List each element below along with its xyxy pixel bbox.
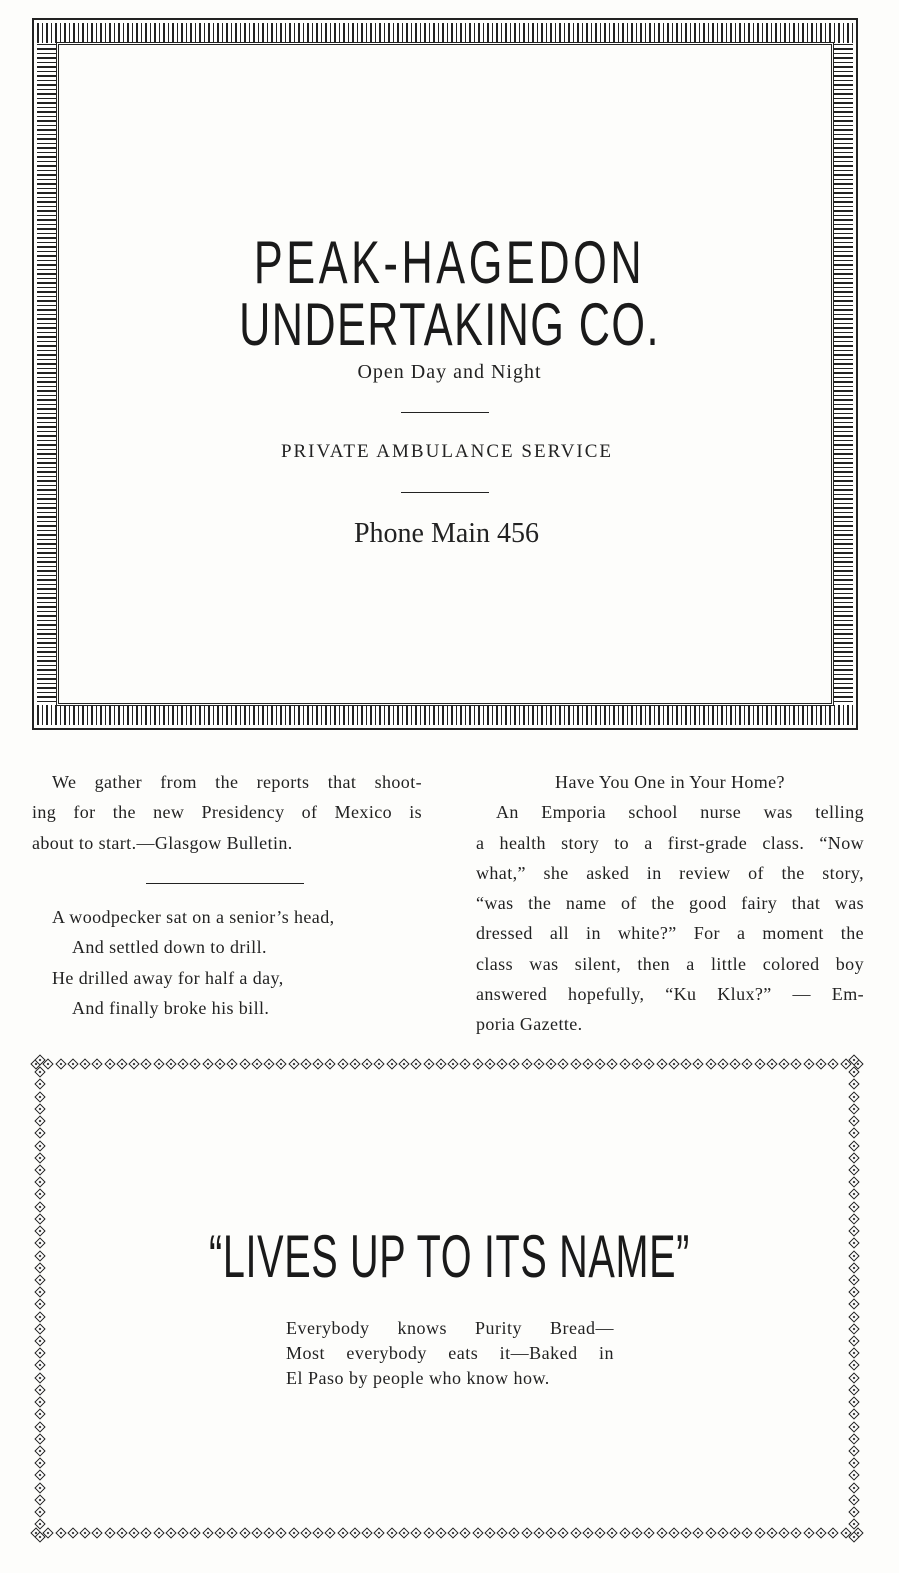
diamond-ornament (779, 1527, 790, 1538)
diamond-ornament (496, 1527, 507, 1538)
diamond-ornament (545, 1527, 556, 1538)
paragraph-line: about to start.—Glasgow Bulletin. (32, 832, 293, 853)
diamond-ornament (79, 1527, 90, 1538)
diamond-ornament (848, 1482, 859, 1493)
diamond-ornament (227, 1058, 238, 1069)
diamond-ornament (214, 1058, 225, 1069)
diamond-ornament (34, 1286, 45, 1297)
diamond-ornament (848, 1067, 859, 1078)
diamond-ornament (848, 1103, 859, 1114)
diamond-border-bottom (32, 1525, 862, 1541)
diamond-ornament (153, 1527, 164, 1538)
diamond-ornament (386, 1058, 397, 1069)
story-line: poria Gazette. (476, 1014, 583, 1035)
poem-line: He drilled away for half a day, (52, 967, 284, 988)
diamond-ornament (190, 1058, 201, 1069)
diamond-ornament (472, 1527, 483, 1538)
diamond-ornament (558, 1058, 569, 1069)
diamond-ornament (165, 1527, 176, 1538)
diamond-ornament (362, 1058, 373, 1069)
diamond-ornament (116, 1527, 127, 1538)
diamond-ornament (848, 1091, 859, 1102)
diamond-ornament (34, 1067, 45, 1078)
diamond-ornament (34, 1213, 45, 1224)
diamond-ornament (141, 1527, 152, 1538)
diamond-ornament (386, 1527, 397, 1538)
bread-line: Everybody knows Purity Bread— (286, 1318, 614, 1338)
diamond-ornament (349, 1058, 360, 1069)
diamond-ornament (128, 1058, 139, 1069)
diamond-ornament (607, 1527, 618, 1538)
diamond-ornament (558, 1527, 569, 1538)
diamond-ornament (411, 1058, 422, 1069)
diamond-ornament (742, 1527, 753, 1538)
diamond-ornament (411, 1527, 422, 1538)
diamond-ornament (848, 1238, 859, 1249)
diamond-ornament (595, 1058, 606, 1069)
diamond-ornament (34, 1506, 45, 1517)
diamond-ornament (34, 1458, 45, 1469)
diamond-ornament (729, 1058, 740, 1069)
diamond-ornament (656, 1527, 667, 1538)
diamond-ornament (34, 1445, 45, 1456)
diamond-ornament (349, 1527, 360, 1538)
diamond-ornament (300, 1058, 311, 1069)
diamond-ornament (55, 1058, 66, 1069)
diamond-ornament (595, 1527, 606, 1538)
diamond-ornament (34, 1421, 45, 1432)
diamond-ornament (460, 1527, 471, 1538)
diamond-ornament (435, 1527, 446, 1538)
diamond-ornament (34, 1054, 45, 1065)
diamond-ornament (34, 1201, 45, 1212)
diamond-ornament (848, 1494, 859, 1505)
bread-description (286, 1316, 614, 1391)
diamond-ornament (141, 1058, 152, 1069)
diamond-ornament (34, 1299, 45, 1310)
diamond-ornament (848, 1348, 859, 1359)
diamond-ornament (227, 1527, 238, 1538)
diamond-ornament (34, 1323, 45, 1334)
mexico-paragraph (32, 767, 422, 858)
diamond-ornament (815, 1527, 826, 1538)
diamond-ornament (374, 1527, 385, 1538)
diamond-ornament (619, 1058, 630, 1069)
diamond-ornament (582, 1527, 593, 1538)
story-line: what,” she asked in review of the story, (476, 862, 864, 883)
diamond-ornament (398, 1527, 409, 1538)
diamond-ornament (848, 1531, 859, 1542)
diamond-ornament (754, 1058, 765, 1069)
diamond-ornament (791, 1527, 802, 1538)
bread-ad-border (32, 1056, 862, 1541)
diamond-ornament (848, 1177, 859, 1188)
diamond-ornament (472, 1058, 483, 1069)
diamond-ornament (668, 1058, 679, 1069)
diamond-ornament (104, 1058, 115, 1069)
poem-line: And finally broke his bill. (72, 997, 270, 1018)
diamond-ornament (803, 1527, 814, 1538)
paragraph-line: ing for the new Presidency of Mexico is (32, 802, 422, 823)
diamond-ornament (705, 1527, 716, 1538)
company-name-line2: UNDERTAKING CO. (239, 291, 660, 358)
diamond-ornament (848, 1250, 859, 1261)
diamond-ornament (848, 1164, 859, 1175)
diamond-ornament (509, 1527, 520, 1538)
diamond-ornament (848, 1115, 859, 1126)
poem-line: And settled down to drill. (72, 937, 267, 958)
story-line: answered hopefully, “Ku Klux?” — Em- (476, 984, 864, 1005)
diamond-ornament (165, 1058, 176, 1069)
diamond-ornament (34, 1494, 45, 1505)
diamond-ornament (668, 1527, 679, 1538)
diamond-ornament (460, 1058, 471, 1069)
diamond-ornament (214, 1527, 225, 1538)
diamond-ornament (509, 1058, 520, 1069)
diamond-ornament (153, 1058, 164, 1069)
diamond-ornament (34, 1274, 45, 1285)
bread-line: El Paso by people who know how. (286, 1368, 550, 1388)
bread-slogan: “LIVES UP TO ITS NAME” (208, 1223, 691, 1290)
diamond-ornament (263, 1058, 274, 1069)
diamond-ornament (766, 1527, 777, 1538)
diamond-ornament (34, 1519, 45, 1530)
divider-rule (401, 412, 489, 413)
diamond-ornament (521, 1058, 532, 1069)
diamond-ornament (34, 1409, 45, 1420)
diamond-ornament (848, 1299, 859, 1310)
diamond-ornament (34, 1531, 45, 1542)
diamond-ornament (239, 1527, 250, 1538)
diamond-ornament (848, 1506, 859, 1517)
diamond-ornament (848, 1274, 859, 1285)
diamond-ornament (34, 1470, 45, 1481)
diamond-ornament (828, 1058, 839, 1069)
diamond-ornament (848, 1262, 859, 1273)
diamond-ornament (754, 1527, 765, 1538)
diamond-ornament (766, 1058, 777, 1069)
story-line: An Emporia school nurse was telling (496, 802, 864, 823)
diamond-ornament (848, 1213, 859, 1224)
diamond-ornament (729, 1527, 740, 1538)
diamond-ornament (693, 1058, 704, 1069)
diamond-ornament (848, 1225, 859, 1236)
diamond-ornament (34, 1128, 45, 1139)
diamond-ornament (848, 1409, 859, 1420)
diamond-ornament (34, 1482, 45, 1493)
diamond-ornament (34, 1115, 45, 1126)
diamond-ornament (848, 1140, 859, 1151)
diamond-ornament (34, 1091, 45, 1102)
diamond-ornament (374, 1058, 385, 1069)
diamond-ornament (815, 1058, 826, 1069)
diamond-ornament (34, 1225, 45, 1236)
diamond-ornament (631, 1058, 642, 1069)
diamond-ornament (34, 1238, 45, 1249)
column-divider (146, 883, 304, 884)
diamond-ornament (848, 1396, 859, 1407)
diamond-ornament (190, 1527, 201, 1538)
diamond-ornament (312, 1058, 323, 1069)
diamond-ornament (447, 1527, 458, 1538)
diamond-ornament (631, 1527, 642, 1538)
diamond-ornament (325, 1527, 336, 1538)
diamond-ornament (803, 1058, 814, 1069)
diamond-ornament (34, 1140, 45, 1151)
diamond-ornament (337, 1527, 348, 1538)
diamond-ornament (34, 1152, 45, 1163)
diamond-ornament (263, 1527, 274, 1538)
diamond-ornament (34, 1372, 45, 1383)
diamond-ornament (398, 1058, 409, 1069)
hours-text: Open Day and Night (357, 361, 542, 383)
paragraph-line: We gather from the reports that shoot- (52, 772, 422, 792)
diamond-ornament (34, 1177, 45, 1188)
diamond-border-top (32, 1056, 862, 1072)
diamond-ornament (251, 1058, 262, 1069)
diamond-ornament (288, 1527, 299, 1538)
woodpecker-poem (52, 902, 452, 1023)
diamond-ornament (848, 1311, 859, 1322)
diamond-ornament (570, 1058, 581, 1069)
diamond-ornament (251, 1527, 262, 1538)
diamond-ornament (423, 1058, 434, 1069)
divider-rule (401, 492, 489, 493)
diamond-ornament (435, 1058, 446, 1069)
diamond-ornament (570, 1527, 581, 1538)
diamond-ornament (300, 1527, 311, 1538)
diamond-ornament (848, 1384, 859, 1395)
emporia-story (476, 767, 864, 1040)
diamond-ornament (848, 1189, 859, 1200)
diamond-ornament (779, 1058, 790, 1069)
diamond-ornament (362, 1527, 373, 1538)
diamond-ornament (496, 1058, 507, 1069)
diamond-ornament (848, 1335, 859, 1346)
diamond-ornament (545, 1058, 556, 1069)
diamond-ornament (34, 1311, 45, 1322)
diamond-ornament (202, 1058, 213, 1069)
diamond-ornament (276, 1527, 287, 1538)
diamond-border-left (32, 1056, 48, 1541)
diamond-ornament (848, 1470, 859, 1481)
diamond-ornament (848, 1128, 859, 1139)
diamond-ornament (312, 1527, 323, 1538)
diamond-ornament (34, 1360, 45, 1371)
diamond-ornament (55, 1527, 66, 1538)
diamond-ornament (644, 1527, 655, 1538)
poem-line: A woodpecker sat on a senior’s head, (52, 907, 335, 927)
diamond-ornament (484, 1058, 495, 1069)
diamond-ornament (828, 1527, 839, 1538)
diamond-ornament (34, 1433, 45, 1444)
diamond-ornament (325, 1058, 336, 1069)
diamond-ornament (34, 1250, 45, 1261)
diamond-ornament (423, 1527, 434, 1538)
diamond-ornament (680, 1527, 691, 1538)
diamond-ornament (848, 1054, 859, 1065)
diamond-ornament (484, 1527, 495, 1538)
diamond-ornament (848, 1323, 859, 1334)
diamond-ornament (533, 1058, 544, 1069)
diamond-ornament (717, 1527, 728, 1538)
diamond-ornament (178, 1058, 189, 1069)
diamond-ornament (288, 1058, 299, 1069)
diamond-ornament (67, 1527, 78, 1538)
diamond-ornament (619, 1527, 630, 1538)
ambulance-service-text: PRIVATE AMBULANCE SERVICE (280, 441, 614, 462)
diamond-ornament (34, 1348, 45, 1359)
diamond-ornament (92, 1058, 103, 1069)
diamond-ornament (717, 1058, 728, 1069)
diamond-ornament (848, 1286, 859, 1297)
diamond-ornament (128, 1527, 139, 1538)
diamond-ornament (337, 1058, 348, 1069)
diamond-ornament (34, 1262, 45, 1273)
diamond-ornament (582, 1058, 593, 1069)
diamond-ornament (521, 1527, 532, 1538)
diamond-ornament (116, 1058, 127, 1069)
diamond-border-right (846, 1056, 862, 1541)
diamond-ornament (848, 1201, 859, 1212)
story-heading: Have You One in Your Home? (555, 772, 785, 792)
diamond-ornament (848, 1433, 859, 1444)
diamond-ornament (848, 1421, 859, 1432)
diamond-ornament (79, 1058, 90, 1069)
diamond-ornament (533, 1527, 544, 1538)
diamond-ornament (791, 1058, 802, 1069)
company-name-line1: PEAK-HAGEDON (253, 229, 646, 296)
diamond-ornament (848, 1458, 859, 1469)
diamond-ornament (276, 1058, 287, 1069)
diamond-ornament (644, 1058, 655, 1069)
diamond-ornament (34, 1335, 45, 1346)
diamond-ornament (239, 1058, 250, 1069)
diamond-ornament (848, 1152, 859, 1163)
diamond-ornament (178, 1527, 189, 1538)
diamond-ornament (848, 1079, 859, 1090)
diamond-ornament (34, 1079, 45, 1090)
diamond-ornament (693, 1527, 704, 1538)
diamond-ornament (607, 1058, 618, 1069)
diamond-ornament (34, 1164, 45, 1175)
diamond-ornament (742, 1058, 753, 1069)
diamond-ornament (848, 1360, 859, 1371)
diamond-ornament (92, 1527, 103, 1538)
diamond-ornament (67, 1058, 78, 1069)
diamond-ornament (34, 1189, 45, 1200)
diamond-ornament (34, 1384, 45, 1395)
diamond-ornament (447, 1058, 458, 1069)
diamond-ornament (202, 1527, 213, 1538)
story-line: class was silent, then a little colored boy (476, 953, 864, 974)
diamond-ornament (848, 1372, 859, 1383)
phone-number: Phone Main 456 (353, 518, 540, 549)
story-line: “was the name of the good fairy that was (476, 893, 864, 914)
diamond-ornament (656, 1058, 667, 1069)
diamond-ornament (34, 1103, 45, 1114)
diamond-ornament (848, 1445, 859, 1456)
story-line: a health story to a first-grade class. “Now (476, 832, 864, 853)
diamond-ornament (705, 1058, 716, 1069)
diamond-ornament (34, 1396, 45, 1407)
bread-line: Most everybody eats it—Baked in (286, 1343, 614, 1363)
diamond-ornament (680, 1058, 691, 1069)
diamond-ornament (104, 1527, 115, 1538)
story-line: dressed all in white?” For a moment the (476, 923, 864, 944)
diamond-ornament (848, 1519, 859, 1530)
